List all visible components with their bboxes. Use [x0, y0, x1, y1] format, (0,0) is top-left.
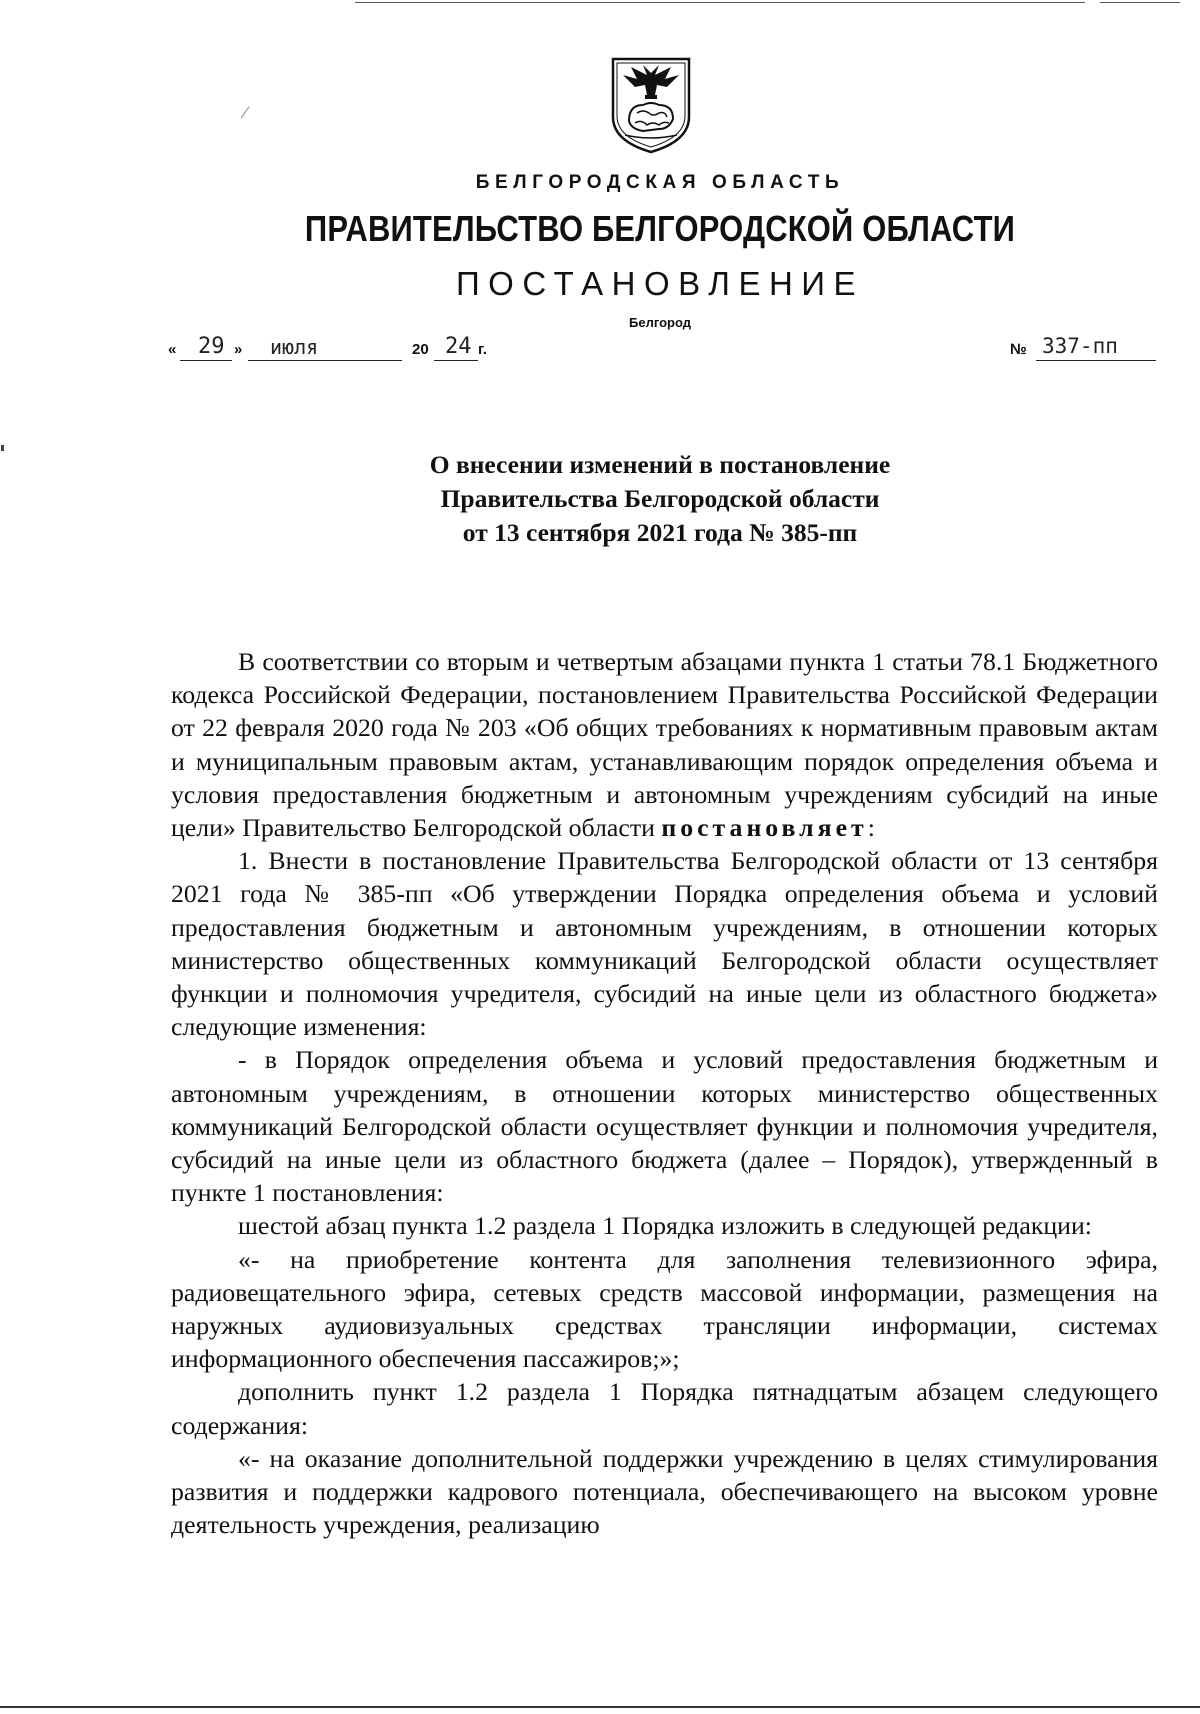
scan-stray-mark	[241, 106, 250, 118]
government-name: ПРАВИТЕЛЬСТВО БЕЛГОРОДСКОЙ ОБЛАСТИ	[304, 208, 1016, 249]
date-month: июля	[270, 335, 319, 359]
date-quote-close: »	[234, 341, 243, 358]
scan-top-rule	[355, 2, 1085, 3]
coat-of-arms-emblem	[607, 55, 695, 155]
resolves-word: постановляет	[661, 813, 868, 843]
number-underline	[1036, 360, 1156, 361]
city-name: Белгород	[629, 315, 691, 330]
document-title	[0, 448, 1200, 550]
year-underline	[434, 360, 478, 361]
paragraph-add-fifteenth: дополнить пункт 1.2 раздела 1 Порядка пятнадцатым абзацем следующего содержания:	[171, 1377, 1158, 1440]
paragraph-item-1: 1. Внести в постановление Правительства Белгородской области от 13 сентября 2021 года № 385-пп «Об утверждении Порядка определения объема и условий предоставления бюджетным и автономным учреждениям, в отношении которых министерство общественных коммуникаций Белгородской области осуществляет функции и полномочия учредителя, субсидий на иные цели из областного бюджета» следующие изменения:	[171, 846, 1158, 1042]
date-quote-open: «	[168, 341, 177, 358]
month-underline	[248, 360, 402, 361]
title-line-3: от 13 сентября 2021 года № 385-пп	[462, 518, 858, 547]
document-number: 337-пп	[1042, 334, 1118, 358]
date-day: 29	[198, 334, 225, 359]
title-line-1: О внесении изменений в постановление	[429, 450, 891, 479]
coat-of-arms-icon	[607, 55, 695, 155]
document-type: ПОСТАНОВЛЕНИЕ	[455, 265, 865, 302]
document-body	[171, 645, 1158, 1541]
number-label: №	[1010, 341, 1027, 358]
day-underline	[180, 360, 232, 361]
paragraph-quote-content: «- на приобретение контента для заполнения телевизионного эфира, радиовещательного эфира, сетевых средств массовой информации, размещения на наружных аудиовизуальных средствах трансляции информации, системах информационного обеспечения пассажиров;»;	[171, 1244, 1158, 1374]
paragraph-preamble	[171, 645, 1158, 844]
preamble-text: В соответствии со вторым и четвертым абзацами пункта 1 статьи 78.1 Бюджетного кодекса Российской Федерации, постановлением Правительства Российской Федерации от 22 февраля 2020 года № 203 «Об общих требованиях к нормативным правовым актам и муниципальным правовым актам, устанавливающим порядок определения объема и условия предоставления бюджетным и автономным учреждениям субсидий на иные цели» Правительство Белгородской области	[171, 647, 1158, 843]
date-year-suffix: 24	[445, 334, 472, 359]
paragraph-amendment-intro: - в Порядок определения объема и условий предоставления бюджетным и автономным учреждениям, в отношении которых министерство общественных коммуникаций Белгородской области осуществляет функции и полномочия учредителя, субсидий на иные цели из областного бюджета (далее – Порядок), утвержденный в пункте 1 постановления:	[171, 1045, 1158, 1208]
scan-bottom-rule	[0, 1706, 1200, 1708]
preamble-colon: :	[867, 813, 875, 843]
region-name: БЕЛГОРОДСКАЯ ОБЛАСТЬ	[475, 172, 845, 193]
paragraph-quote-support: «- на оказание дополнительной поддержки учреждению в целях стимулирования развития и поддержки кадрового потенциала, обеспечивающего на высоком уровне деятельность учреждения, реализацию	[171, 1443, 1158, 1540]
title-line-2: Правительства Белгородской области	[440, 484, 880, 513]
paragraph-sixth-abzats: шестой абзац пункта 1.2 раздела 1 Порядка изложить в следующей редакции:	[238, 1211, 1092, 1241]
date-year-unit: г.	[478, 341, 487, 358]
scan-top-rule-right	[1100, 2, 1180, 3]
date-year-prefix: 20	[412, 341, 429, 358]
